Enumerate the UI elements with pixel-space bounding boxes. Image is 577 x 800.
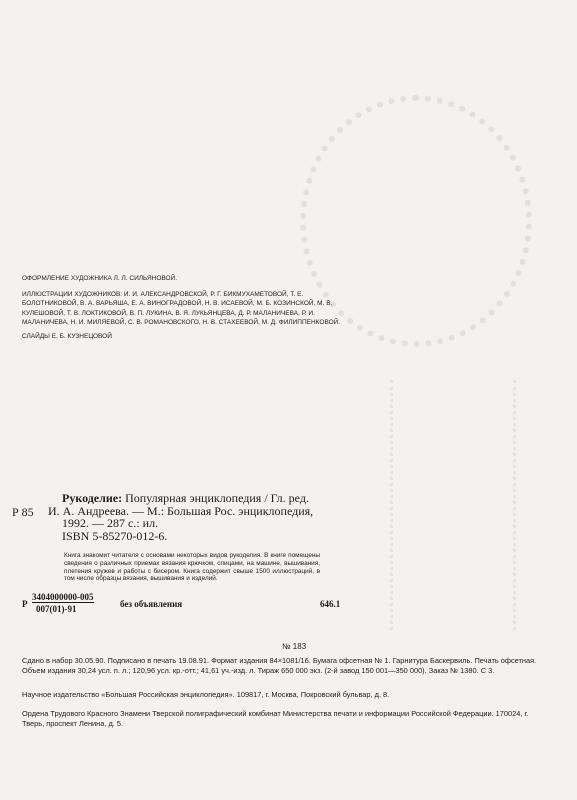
library-code: Р 85 <box>12 505 34 519</box>
print-details: Сдано в набор 30.05.90. Подписано в печать 19.08.91. Формат издания 84×1081/16. Бумага офсетная № 1. Гарнитура Баскервиль. Печать офсетная. Объем издания 30,24 усл. п. л.; 120,96 усл. кр.-отт.; 41,61 уч.-изд. л. Тираж 650 000 экз. (2-й завод 150 001—350 000). Заказ № 1380. С 3. <box>22 656 537 675</box>
slides-credit: СЛАЙДЫ Е. Б. КУЗНЕЦОВОЙ <box>22 332 112 340</box>
credits-block <box>22 274 352 346</box>
code-note: без объявления <box>120 599 183 609</box>
code-numerator: 3404000000-005 <box>32 592 94 602</box>
title-rest: Популярная энциклопедия / Гл. ред. <box>125 491 309 505</box>
title-line-2: И. А. Андреева. — М.: Большая Рос. энциклопедия, <box>48 503 314 518</box>
order-number: № 183 <box>282 642 307 651</box>
title-line-3: 1992. — 287 с.: ил. <box>62 516 159 531</box>
code-denominator: 007(01)-91 <box>36 604 77 614</box>
illustrators-credit: ИЛЛЮСТРАЦИИ ХУДОЖНИКОВ: И. И. АЛЕКСАНДРОВСКОЙ, Р. Г. БИКМУХАМЕТОВОЙ, Т. Е. БОЛОТНИКОВОЙ, В. А. ВАРЬЯША, Е. А. ВИНОГРАДОВОЙ, Н. В. ИСАЕВОЙ, М. Б. КОЗИНСКОЙ, М. В. КУЛЕШОВОЙ, Т. В. ЛОКТИКОВОЙ, В. П. ЛУКИНА, В. Я. ЛУКЬЯНЦЕВА, Д. Р. МАЛАНИЧЕВА, Р. И. МАЛАНИЧЕВА, Н. И. МИЛЯЕВОЙ, С. В. РОМАНОВСКОГО, Н. В. СТАХЕЕВОЙ, М. Д. ФИЛИППЕНКОВОЙ. <box>22 290 341 327</box>
printer-info: Ордена Трудового Красного Знамени Тверской полиграфический комбинат Министерства печати и информации Российской Федерации. 170024, г. Тверь, проспект Ленина, д. 5. <box>22 709 529 728</box>
design-credit: ОФОРМЛЕНИЕ ХУДОЖНИКА Л. Л. СИЛЬЯНОВОЙ. <box>22 275 178 282</box>
ghost-column <box>390 380 516 630</box>
catalog-title <box>48 492 348 542</box>
book-annotation: Книга знакомит читателя с основами некоторых видов рукоделия. В книге помещены сведения о различных приемах вязания крючком, спицами, на машине, вышивания, плетения кружев и работы с бисером. Книга содержит свыше 1500 иллюстраций, в том числе образцы вязания, вышивания и изделий. <box>64 552 320 583</box>
udc-number: 646.1 <box>320 599 341 609</box>
isbn: ISBN 5-85270-012-6. <box>62 528 168 543</box>
publisher-info: Научное издательство «Большая Российская энциклопедия». 109817, г. Москва, Покровский бульвар, д. 8. <box>22 690 390 699</box>
title-bold: Рукоделие: <box>62 491 123 505</box>
code-prefix: Р <box>22 599 28 609</box>
